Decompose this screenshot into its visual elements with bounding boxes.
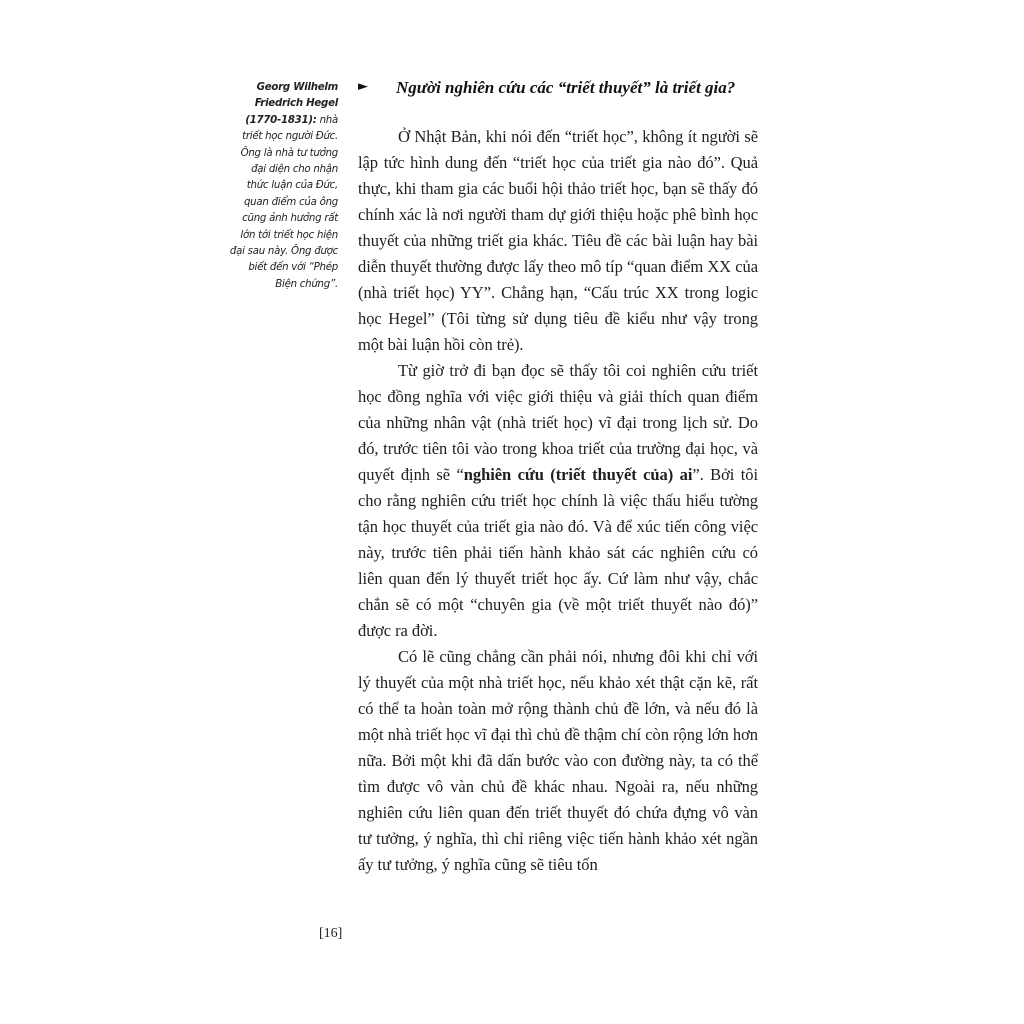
paragraph-3: Có lẽ cũng chẳng cần phải nói, nhưng đôi khi chỉ với lý thuyết của một nhà triết học, nếu khảo xét thật cặn kẽ, rất có thể ta hoàn toàn mở rộng thành chủ đề lớn, và nếu đó là một nhà triết học vĩ đại thì chủ đề thậm chí còn rộng lớn hơn nữa. Bởi một khi đã dấn bước vào con đường này, ta có thể tìm được vô vàn chủ đề khác nhau. Ngoài ra, nếu những nghiên cứu liên quan đến triết thuyết đó chứa đựng vô vàn tư tưởng, ý nghĩa, thì chỉ riêng việc tiến hành khảo xét ngần ấy tư tưởng, ý nghĩa cũng sẽ tiêu tốn [358, 647, 758, 874]
paragraph-2-emphasis: nghiên cứu (triết thuyết của) ai [463, 465, 693, 484]
margin-note-text: nhà triết học người Đức. Ông là nhà tư tưởng đại diện cho nhận thức luận của Đức, quan điểm của ông cũng ảnh hưởng rất lớn tới triết học hiện đại sau này. Ông được biết đến với “Phép Biện chứng”. [229, 114, 338, 290]
section-title: Người nghiên cứu các “triết thuyết” là triết gia? [396, 78, 736, 97]
margin-note [228, 80, 338, 293]
margin-note-years: (1770-1831): [245, 114, 317, 126]
paragraph-1: Ở Nhật Bản, khi nói đến “triết học”, không ít người sẽ lập tức hình dung đến “triết học của triết gia nào đó”. Quả thực, khi tham gia các buổi hội thảo triết học, bạn sẽ thấy đó chính xác là nơi người tham dự giới thiệu hoặc phê bình học thuyết của những triết gia khác. Tiêu đề các bài luận hay bài diễn thuyết thường được lấy theo mô típ “quan điểm XX của (nhà triết học) YY”. Chẳng hạn, “Cấu trúc XX trong logic học Hegel” (Tôi từng sử dụng tiêu đề kiểu như vậy trong một bài luận hồi còn trẻ). [358, 127, 758, 354]
main-text-column [358, 76, 758, 878]
margin-note-name: Georg Wilhelm Friedrich Hegel [254, 82, 338, 110]
page-number: [16] [319, 926, 343, 941]
triangle-bullet-icon: ► [358, 79, 368, 94]
section-heading [358, 76, 758, 100]
paragraph-2 [358, 358, 758, 644]
paragraph-2-part-1: Từ giờ trở đi bạn đọc sẽ thấy tôi coi nghiên cứu triết học đồng nghĩa với việc giới thiệu và giải thích quan điểm của những nhân vật (nhà triết học) vĩ đại trong lịch sử. Do đó, trước tiên tôi vào trong khoa triết của trường đại học, và quyết định sẽ “ [358, 361, 758, 484]
paragraph-2-part-2: ”. Bởi tôi cho rằng nghiên cứu triết học chính là việc thấu hiểu tường tận học thuyết của triết gia nào đó. Và để xúc tiến công việc này, trước tiên phải tiến hành khảo sát các nghiên cứu có liên quan đến lý thuyết triết học ấy. Cứ làm như vậy, chắc chắn sẽ có một “chuyên gia (về một triết thuyết nào đó)” được ra đời. [358, 465, 759, 640]
